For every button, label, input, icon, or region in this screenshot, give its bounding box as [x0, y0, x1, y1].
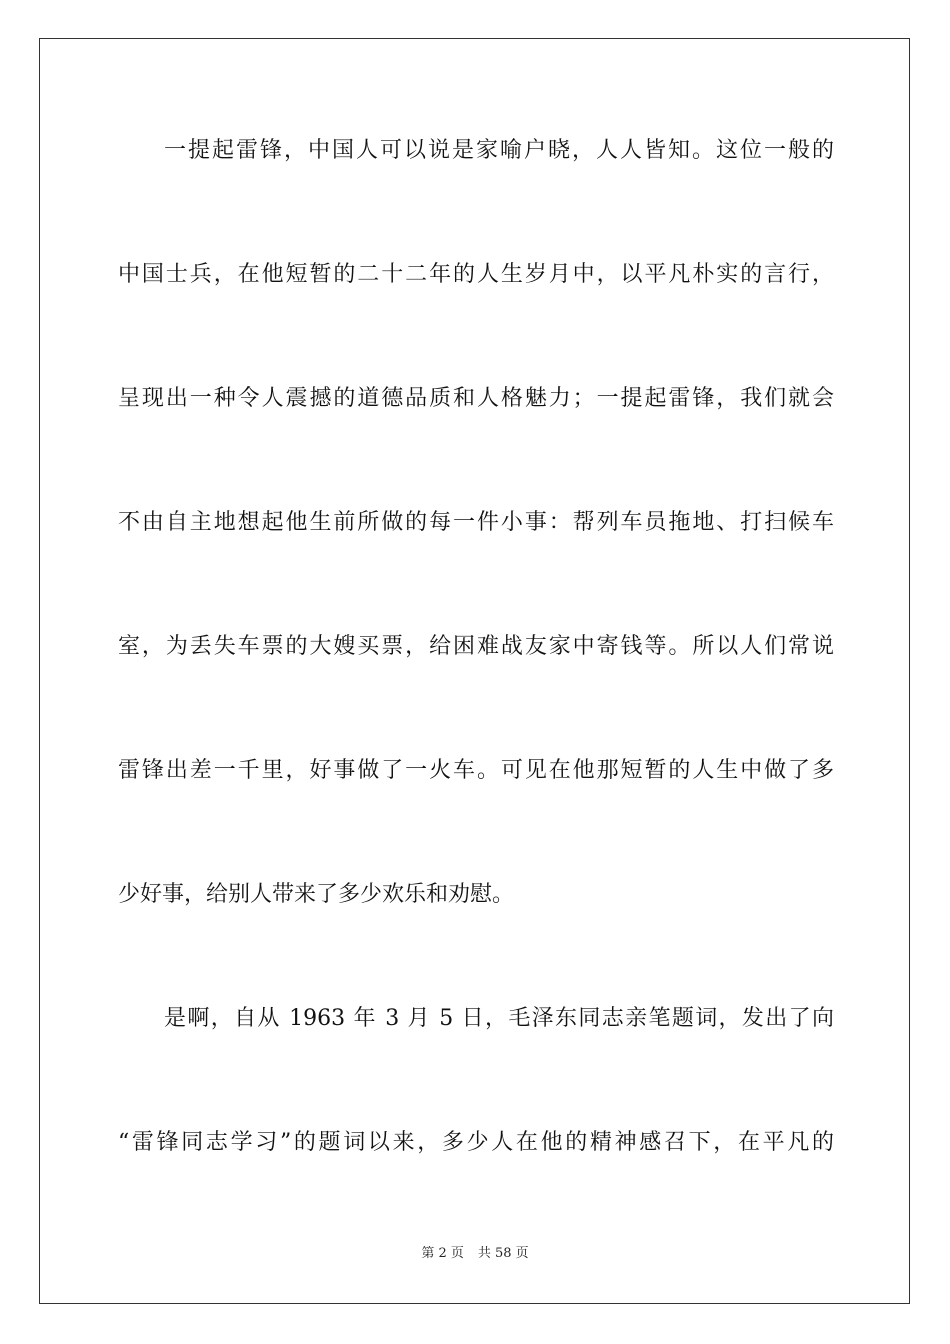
page-border — [39, 38, 910, 1304]
paragraph-1-line-2: 中国士兵，在他短暂的二十二年的人生岁月中，以平凡朴实的言行， — [118, 262, 834, 287]
paragraph-1-line-7: 少好事，给别人带来了多少欢乐和劝慰。 — [118, 882, 515, 907]
paragraph-1-line-5: 室，为丢失车票的大嫂买票，给困难战友家中寄钱等。所以人们常说 — [118, 634, 834, 659]
paragraph-2-line-2: “雷锋同志学习”的题词以来，多少人在他的精神感召下，在平凡的 — [118, 1130, 834, 1155]
page-footer — [0, 1245, 950, 1263]
paragraph-1-line-3: 呈现出一种令人震撼的道德品质和人格魅力；一提起雷锋，我们就会 — [118, 386, 834, 411]
paragraph-1-line-1: 一提起雷锋，中国人可以说是家喻户晓，人人皆知。这位一般的 — [164, 138, 834, 163]
paragraph-1-line-4: 不由自主地想起他生前所做的每一件小事：帮列车员拖地、打扫候车 — [118, 510, 834, 535]
paragraph-1-line-6: 雷锋出差一千里，好事做了一火车。可见在他那短暂的人生中做了多 — [118, 758, 834, 783]
page-number: 第 2 页 — [421, 1246, 464, 1261]
page-total: 共 58 页 — [477, 1246, 529, 1261]
paragraph-2-line-1: 是啊，自从 1963 年 3 月 5 日，毛泽东同志亲笔题词，发出了向 — [164, 1006, 834, 1031]
